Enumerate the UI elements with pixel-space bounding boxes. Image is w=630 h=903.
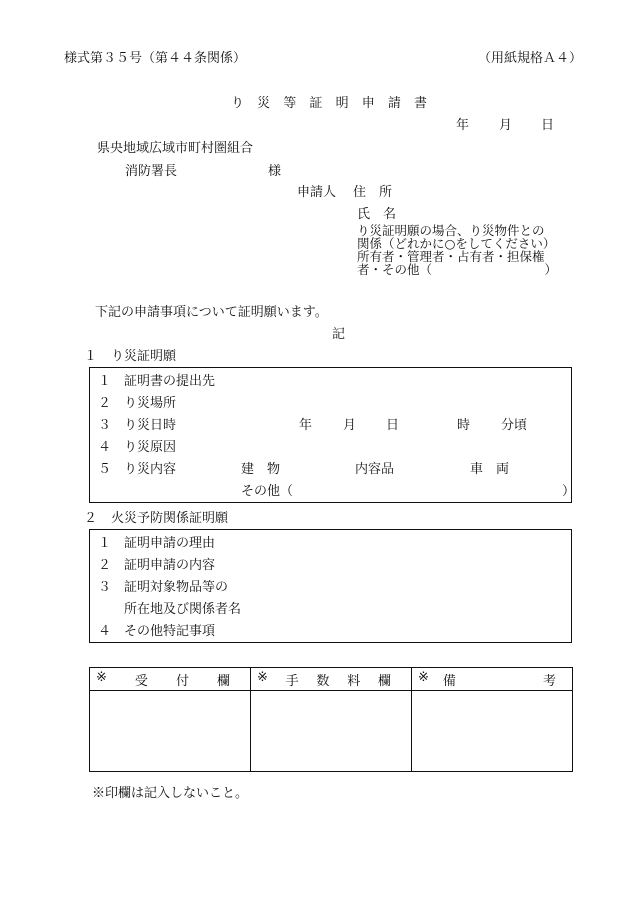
title-char: 申 <box>361 96 375 111</box>
date-month: 月 <box>499 118 513 133</box>
section2-item: ４ その他特記事項 <box>98 624 216 639</box>
section1-item: ２ り災場所 <box>98 396 177 411</box>
fire-date-day: 日 <box>386 418 400 433</box>
recipient-title: 消防署長 <box>125 164 178 179</box>
fire-date-year: 年 <box>299 418 313 433</box>
section2-number: ２ <box>84 511 98 526</box>
note-line: 者・その他（ ） <box>357 262 558 277</box>
section1-item: ５ り災内容 <box>98 462 177 477</box>
section1-item: ４ り災原因 <box>98 440 177 455</box>
recipient-honorific: 様 <box>268 164 282 179</box>
content-other: その他（ <box>241 484 294 499</box>
office-use-table <box>89 667 573 772</box>
content-vehicle: 車 両 <box>470 462 510 477</box>
title-char: り <box>231 96 245 111</box>
date-year: 年 <box>456 118 470 133</box>
remarks-column-header: ※ 備 考 <box>412 668 573 691</box>
note-line: り災証明願の場合、り災物件との <box>357 223 545 238</box>
section2-item: ３ 証明対象物品等の <box>98 580 229 595</box>
reception-cell[interactable] <box>90 691 251 772</box>
footnote: ※印欄は記入しないこと。 <box>92 786 249 801</box>
applicant-label: 申請人 <box>297 185 337 200</box>
section1-title: り災証明願 <box>111 349 177 364</box>
date-day: 日 <box>541 118 555 133</box>
section1-item: ３ り災日時 <box>98 418 177 433</box>
relation-note <box>357 224 557 276</box>
title-char: 明 <box>335 96 349 111</box>
remarks-cell[interactable] <box>412 691 573 772</box>
document-title <box>231 97 427 110</box>
section2-item: 所在地及び関係者名 <box>124 602 242 617</box>
section2-item: １ 証明申請の理由 <box>98 536 216 551</box>
title-char: 証 <box>309 96 323 111</box>
address-label: 住 所 <box>353 185 393 200</box>
ki-heading: 記 <box>332 327 346 342</box>
form-number: 様式第３５号（第４４条関係） <box>64 51 247 66</box>
content-building: 建 物 <box>241 462 281 477</box>
section1-heading <box>84 350 176 363</box>
content-contents: 内容品 <box>355 462 395 477</box>
section2-heading <box>84 512 228 525</box>
content-other-close: ） <box>562 484 576 499</box>
title-char: 書 <box>413 96 427 111</box>
fee-cell[interactable] <box>251 691 412 772</box>
title-char: 等 <box>283 96 297 111</box>
reception-column-header: ※ 受 付 欄 <box>90 668 251 691</box>
section2-title: 火災予防関係証明願 <box>111 511 229 526</box>
section1-item: １ 証明書の提出先 <box>98 374 216 389</box>
intro-text: 下記の申請事項について証明願います。 <box>95 305 328 320</box>
name-label: 氏 名 <box>357 207 397 222</box>
paper-size: （用紙規格Ａ４） <box>478 51 583 66</box>
fee-column-header: ※ 手 数 料 欄 <box>251 668 412 691</box>
title-char: 災 <box>257 96 271 111</box>
title-char: 請 <box>387 96 401 111</box>
section2-item: ２ 証明申請の内容 <box>98 558 216 573</box>
fire-time-minute: 分頃 <box>501 418 528 433</box>
fire-time-hour: 時 <box>457 418 471 433</box>
note-line: 関係（どれかに○をしてください） <box>357 236 556 251</box>
section1-number: １ <box>84 349 98 364</box>
note-line: 所有者・管理者・占有者・担保権 <box>357 249 545 264</box>
fire-date-month: 月 <box>343 418 357 433</box>
organization-name: 県央地域広域市町村圏組合 <box>97 141 254 156</box>
